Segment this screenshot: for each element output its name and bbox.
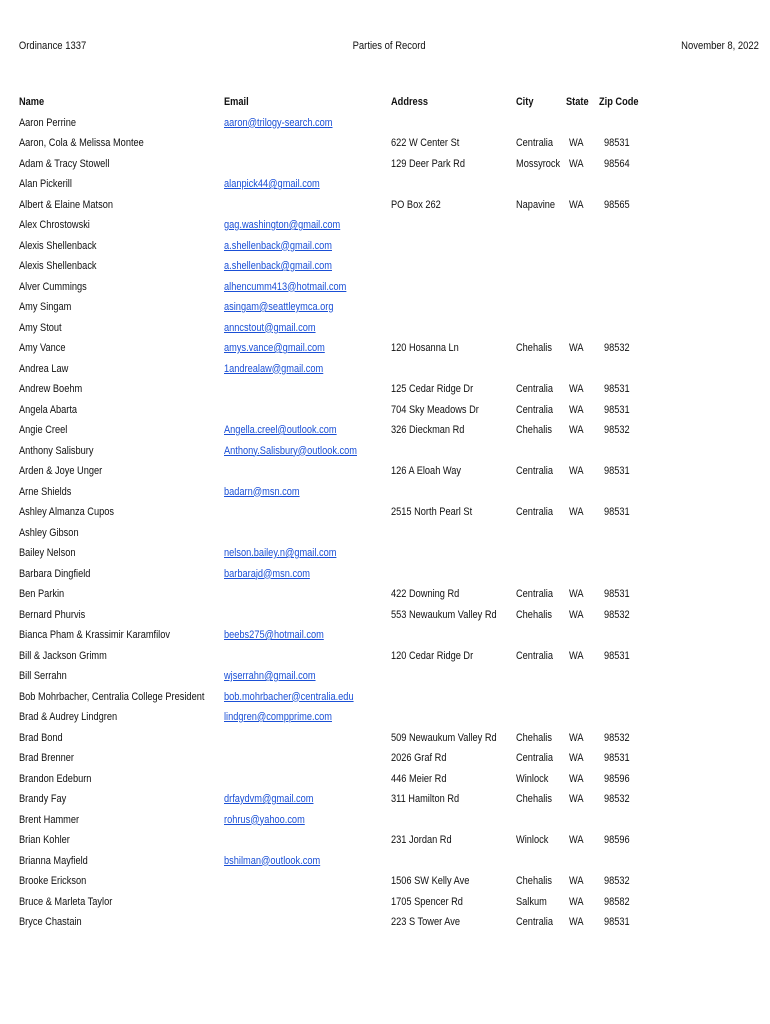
table-row — [0, 546, 770, 567]
table-row — [0, 628, 770, 649]
name-cell: Brent Hammer — [19, 813, 80, 826]
table-row — [0, 157, 770, 178]
email-link[interactable]: aaron@trilogy-search.com — [224, 116, 333, 129]
name-cell: Bob Mohrbacher, Centralia College President — [19, 690, 205, 703]
name-cell: Alexis Shellenback — [19, 260, 97, 272]
city-cell: Centralia — [516, 465, 553, 477]
name-cell: Alver Cummings — [19, 280, 87, 293]
name-cell: Barbara Dingfield — [19, 567, 91, 580]
email-link[interactable]: a.shellenback@gmail.com — [224, 260, 332, 272]
state-cell: WA — [569, 198, 584, 211]
email-link[interactable]: a.shellenback@gmail.com — [224, 239, 332, 252]
state-cell: WA — [569, 608, 584, 621]
table-row — [0, 464, 770, 485]
state-cell: WA — [569, 157, 584, 170]
address-cell: 553 Newaukum Valley Rd — [391, 608, 497, 621]
table-row — [0, 833, 770, 854]
city-cell: Chehalis — [516, 424, 552, 436]
table-row — [0, 444, 770, 465]
table-row — [0, 382, 770, 403]
email-link[interactable]: Angella.creel@outlook.com — [224, 424, 337, 436]
table-row — [0, 895, 770, 916]
email-link[interactable]: alanpick44@gmail.com — [224, 178, 320, 190]
zip-cell: 98531 — [604, 588, 630, 600]
name-cell: Brandon Edeburn — [19, 772, 92, 785]
city-cell: Chehalis — [516, 342, 552, 354]
name-cell: Adam & Tracy Stowell — [19, 157, 110, 170]
table-row — [0, 280, 770, 301]
name-cell: Arden & Joye Unger — [19, 465, 103, 477]
state-cell: WA — [569, 383, 584, 395]
address-cell: 704 Sky Meadows Dr — [391, 403, 479, 416]
email-link[interactable]: anncstout@gmail.com — [224, 321, 316, 334]
zip-cell: 98531 — [604, 403, 630, 416]
name-cell: Albert & Elaine Matson — [19, 198, 113, 211]
email-link[interactable]: alhencumm413@hotmail.com — [224, 280, 347, 293]
table-row — [0, 136, 770, 157]
state-cell: WA — [569, 875, 584, 887]
name-cell: Brandy Fay — [19, 793, 67, 805]
zip-cell: 98596 — [604, 834, 630, 846]
zip-cell: 98532 — [604, 793, 630, 805]
table-row — [0, 526, 770, 547]
zip-cell: 98531 — [604, 752, 630, 764]
table-body — [0, 116, 770, 936]
address-cell: 120 Hosanna Ln — [391, 342, 459, 354]
table-row — [0, 772, 770, 793]
name-cell: Alan Pickerill — [19, 178, 72, 190]
email-link[interactable]: lindgren@compprime.com — [224, 711, 332, 723]
address-cell: 125 Cedar Ridge Dr — [391, 383, 474, 395]
email-link[interactable]: 1andrealaw@gmail.com — [224, 362, 324, 375]
document-title: Parties of Record — [352, 40, 426, 52]
email-link[interactable]: bob.mohrbacher@centralia.edu — [224, 690, 354, 703]
city-cell: Winlock — [516, 834, 549, 846]
address-cell: 120 Cedar Ridge Dr — [391, 649, 474, 662]
email-link[interactable]: amys.vance@gmail.com — [224, 342, 325, 354]
zip-cell: 98532 — [604, 731, 630, 744]
name-cell: Brooke Erickson — [19, 875, 87, 887]
address-cell: 2515 North Pearl St — [391, 506, 473, 518]
name-cell: Amy Vance — [19, 342, 66, 354]
document-date: November 8, 2022 — [681, 40, 759, 52]
email-link[interactable]: badarn@msn.com — [224, 485, 300, 498]
state-cell: WA — [569, 649, 584, 662]
zip-cell: 98582 — [604, 895, 630, 908]
table-row — [0, 710, 770, 731]
city-cell: Centralia — [516, 649, 553, 662]
name-cell: Andrew Boehm — [19, 383, 83, 395]
zip-cell: 98596 — [604, 772, 630, 785]
table-row — [0, 177, 770, 198]
email-link[interactable]: nelson.bailey.n@gmail.com — [224, 547, 337, 559]
state-cell: WA — [569, 834, 584, 846]
table-row — [0, 218, 770, 239]
name-cell: Alexis Shellenback — [19, 239, 97, 252]
city-cell: Chehalis — [516, 793, 552, 805]
zip-cell: 98532 — [604, 608, 630, 621]
address-cell: 223 S Tower Ave — [391, 916, 461, 928]
page-header — [0, 40, 759, 56]
table-row — [0, 198, 770, 219]
table-row — [0, 116, 770, 137]
table-row — [0, 690, 770, 711]
zip-cell: 98532 — [604, 875, 630, 887]
city-cell: Centralia — [516, 588, 553, 600]
address-cell: 622 W Center St — [391, 137, 460, 149]
ordinance-number: Ordinance 1337 — [18, 40, 87, 52]
table-row — [0, 813, 770, 834]
address-cell: PO Box 262 — [391, 198, 441, 211]
city-cell: Centralia — [516, 916, 553, 928]
table-row — [0, 239, 770, 260]
address-cell: 126 A Eloah Way — [391, 465, 462, 477]
column-header-address: Address — [391, 96, 428, 108]
name-cell: Bernard Phurvis — [19, 608, 86, 621]
address-cell: 129 Deer Park Rd — [391, 157, 465, 170]
address-cell: 2026 Graf Rd — [391, 752, 447, 764]
state-cell: WA — [569, 772, 584, 785]
column-header-state: State — [566, 96, 589, 108]
name-cell: Brian Kohler — [19, 834, 70, 846]
name-cell: Andrea Law — [19, 362, 69, 375]
city-cell: Chehalis — [516, 875, 552, 887]
name-cell: Amy Stout — [19, 321, 62, 334]
table-row — [0, 485, 770, 506]
state-cell: WA — [569, 506, 584, 518]
address-cell: 326 Dieckman Rd — [391, 424, 465, 436]
address-cell: 422 Downing Rd — [391, 588, 460, 600]
table-row — [0, 300, 770, 321]
table-row — [0, 259, 770, 280]
state-cell: WA — [569, 793, 584, 805]
name-cell: Alex Chrostowski — [19, 219, 90, 231]
name-cell: Angie Creel — [19, 424, 68, 436]
state-cell: WA — [569, 731, 584, 744]
table-row — [0, 854, 770, 875]
name-cell: Aaron, Cola & Melissa Montee — [19, 137, 144, 149]
name-cell: Brianna Mayfield — [19, 854, 88, 867]
state-cell: WA — [569, 342, 584, 354]
city-cell: Centralia — [516, 752, 553, 764]
table-row — [0, 731, 770, 752]
table-header-row — [0, 95, 770, 116]
state-cell: WA — [569, 424, 584, 436]
name-cell: Bailey Nelson — [19, 547, 76, 559]
city-cell: Chehalis — [516, 731, 552, 744]
state-cell: WA — [569, 403, 584, 416]
name-cell: Angela Abarta — [19, 403, 78, 416]
name-cell: Brad Bond — [19, 731, 63, 744]
address-cell: 509 Newaukum Valley Rd — [391, 731, 497, 744]
table-row — [0, 321, 770, 342]
table-row — [0, 362, 770, 383]
city-cell: Napavine — [516, 198, 556, 211]
name-cell: Brad & Audrey Lindgren — [19, 711, 118, 723]
state-cell: WA — [569, 137, 584, 149]
zip-cell: 98531 — [604, 137, 630, 149]
city-cell: Centralia — [516, 506, 553, 518]
state-cell: WA — [569, 916, 584, 928]
table-row — [0, 341, 770, 362]
name-cell: Bill & Jackson Grimm — [19, 649, 107, 662]
email-link[interactable]: wjserrahn@gmail.com — [224, 670, 316, 682]
table-row — [0, 874, 770, 895]
email-link[interactable]: beebs275@hotmail.com — [224, 629, 324, 641]
address-cell: 446 Meier Rd — [391, 772, 447, 785]
parties-table — [0, 95, 770, 936]
email-link[interactable]: gag.washington@gmail.com — [224, 219, 341, 231]
zip-cell: 98531 — [604, 383, 630, 395]
table-row — [0, 587, 770, 608]
city-cell: Winlock — [516, 772, 549, 785]
zip-cell: 98532 — [604, 342, 630, 354]
name-cell: Bianca Pham & Krassimir Karamfilov — [19, 629, 170, 641]
name-cell: Arne Shields — [19, 485, 72, 498]
name-cell: Bill Serrahn — [19, 670, 67, 682]
name-cell: Anthony Salisbury — [19, 444, 94, 457]
name-cell: Ashley Gibson — [19, 526, 79, 539]
email-link[interactable]: bshilman@outlook.com — [224, 854, 321, 867]
name-cell: Bryce Chastain — [19, 916, 82, 928]
table-row — [0, 505, 770, 526]
column-header-email: Email — [224, 96, 249, 108]
table-row — [0, 915, 770, 936]
state-cell: WA — [569, 465, 584, 477]
name-cell: Aaron Perrine — [19, 116, 77, 129]
table-row — [0, 751, 770, 772]
table-row — [0, 403, 770, 424]
table-row — [0, 649, 770, 670]
zip-cell: 98565 — [604, 198, 630, 211]
city-cell: Centralia — [516, 403, 553, 416]
table-row — [0, 608, 770, 629]
address-cell: 1506 SW Kelly Ave — [391, 875, 470, 887]
state-cell: WA — [569, 588, 584, 600]
name-cell: Amy Singam — [19, 301, 72, 313]
zip-cell: 98531 — [604, 916, 630, 928]
email-link[interactable]: rohrus@yahoo.com — [224, 813, 305, 826]
email-link[interactable]: Anthony.Salisbury@outlook.com — [224, 444, 357, 457]
address-cell: 231 Jordan Rd — [391, 834, 452, 846]
column-header-name: Name — [19, 96, 45, 108]
state-cell: WA — [569, 752, 584, 764]
name-cell: Ben Parkin — [19, 588, 65, 600]
city-cell: Chehalis — [516, 608, 552, 621]
name-cell: Brad Brenner — [19, 752, 74, 764]
city-cell: Mossyrock — [516, 157, 561, 170]
state-cell: WA — [569, 895, 584, 908]
table-row — [0, 669, 770, 690]
name-cell: Ashley Almanza Cupos — [19, 506, 115, 518]
table-row — [0, 423, 770, 444]
name-cell: Bruce & Marleta Taylor — [19, 895, 113, 908]
city-cell: Salkum — [516, 895, 547, 908]
zip-cell: 98531 — [604, 649, 630, 662]
city-cell: Centralia — [516, 383, 553, 395]
zip-cell: 98531 — [604, 506, 630, 518]
table-row — [0, 567, 770, 588]
zip-cell: 98564 — [604, 157, 630, 170]
email-link[interactable]: asingam@seattleymca.org — [224, 301, 334, 313]
table-row — [0, 792, 770, 813]
zip-cell: 98531 — [604, 465, 630, 477]
column-header-city: City — [516, 96, 534, 108]
address-cell: 311 Hamilton Rd — [391, 793, 460, 805]
email-link[interactable]: drfaydvm@gmail.com — [224, 793, 314, 805]
email-link[interactable]: barbarajd@msn.com — [224, 567, 310, 580]
column-header-zip: Zip Code — [599, 96, 639, 108]
city-cell: Centralia — [516, 137, 553, 149]
zip-cell: 98532 — [604, 424, 630, 436]
address-cell: 1705 Spencer Rd — [391, 895, 463, 908]
